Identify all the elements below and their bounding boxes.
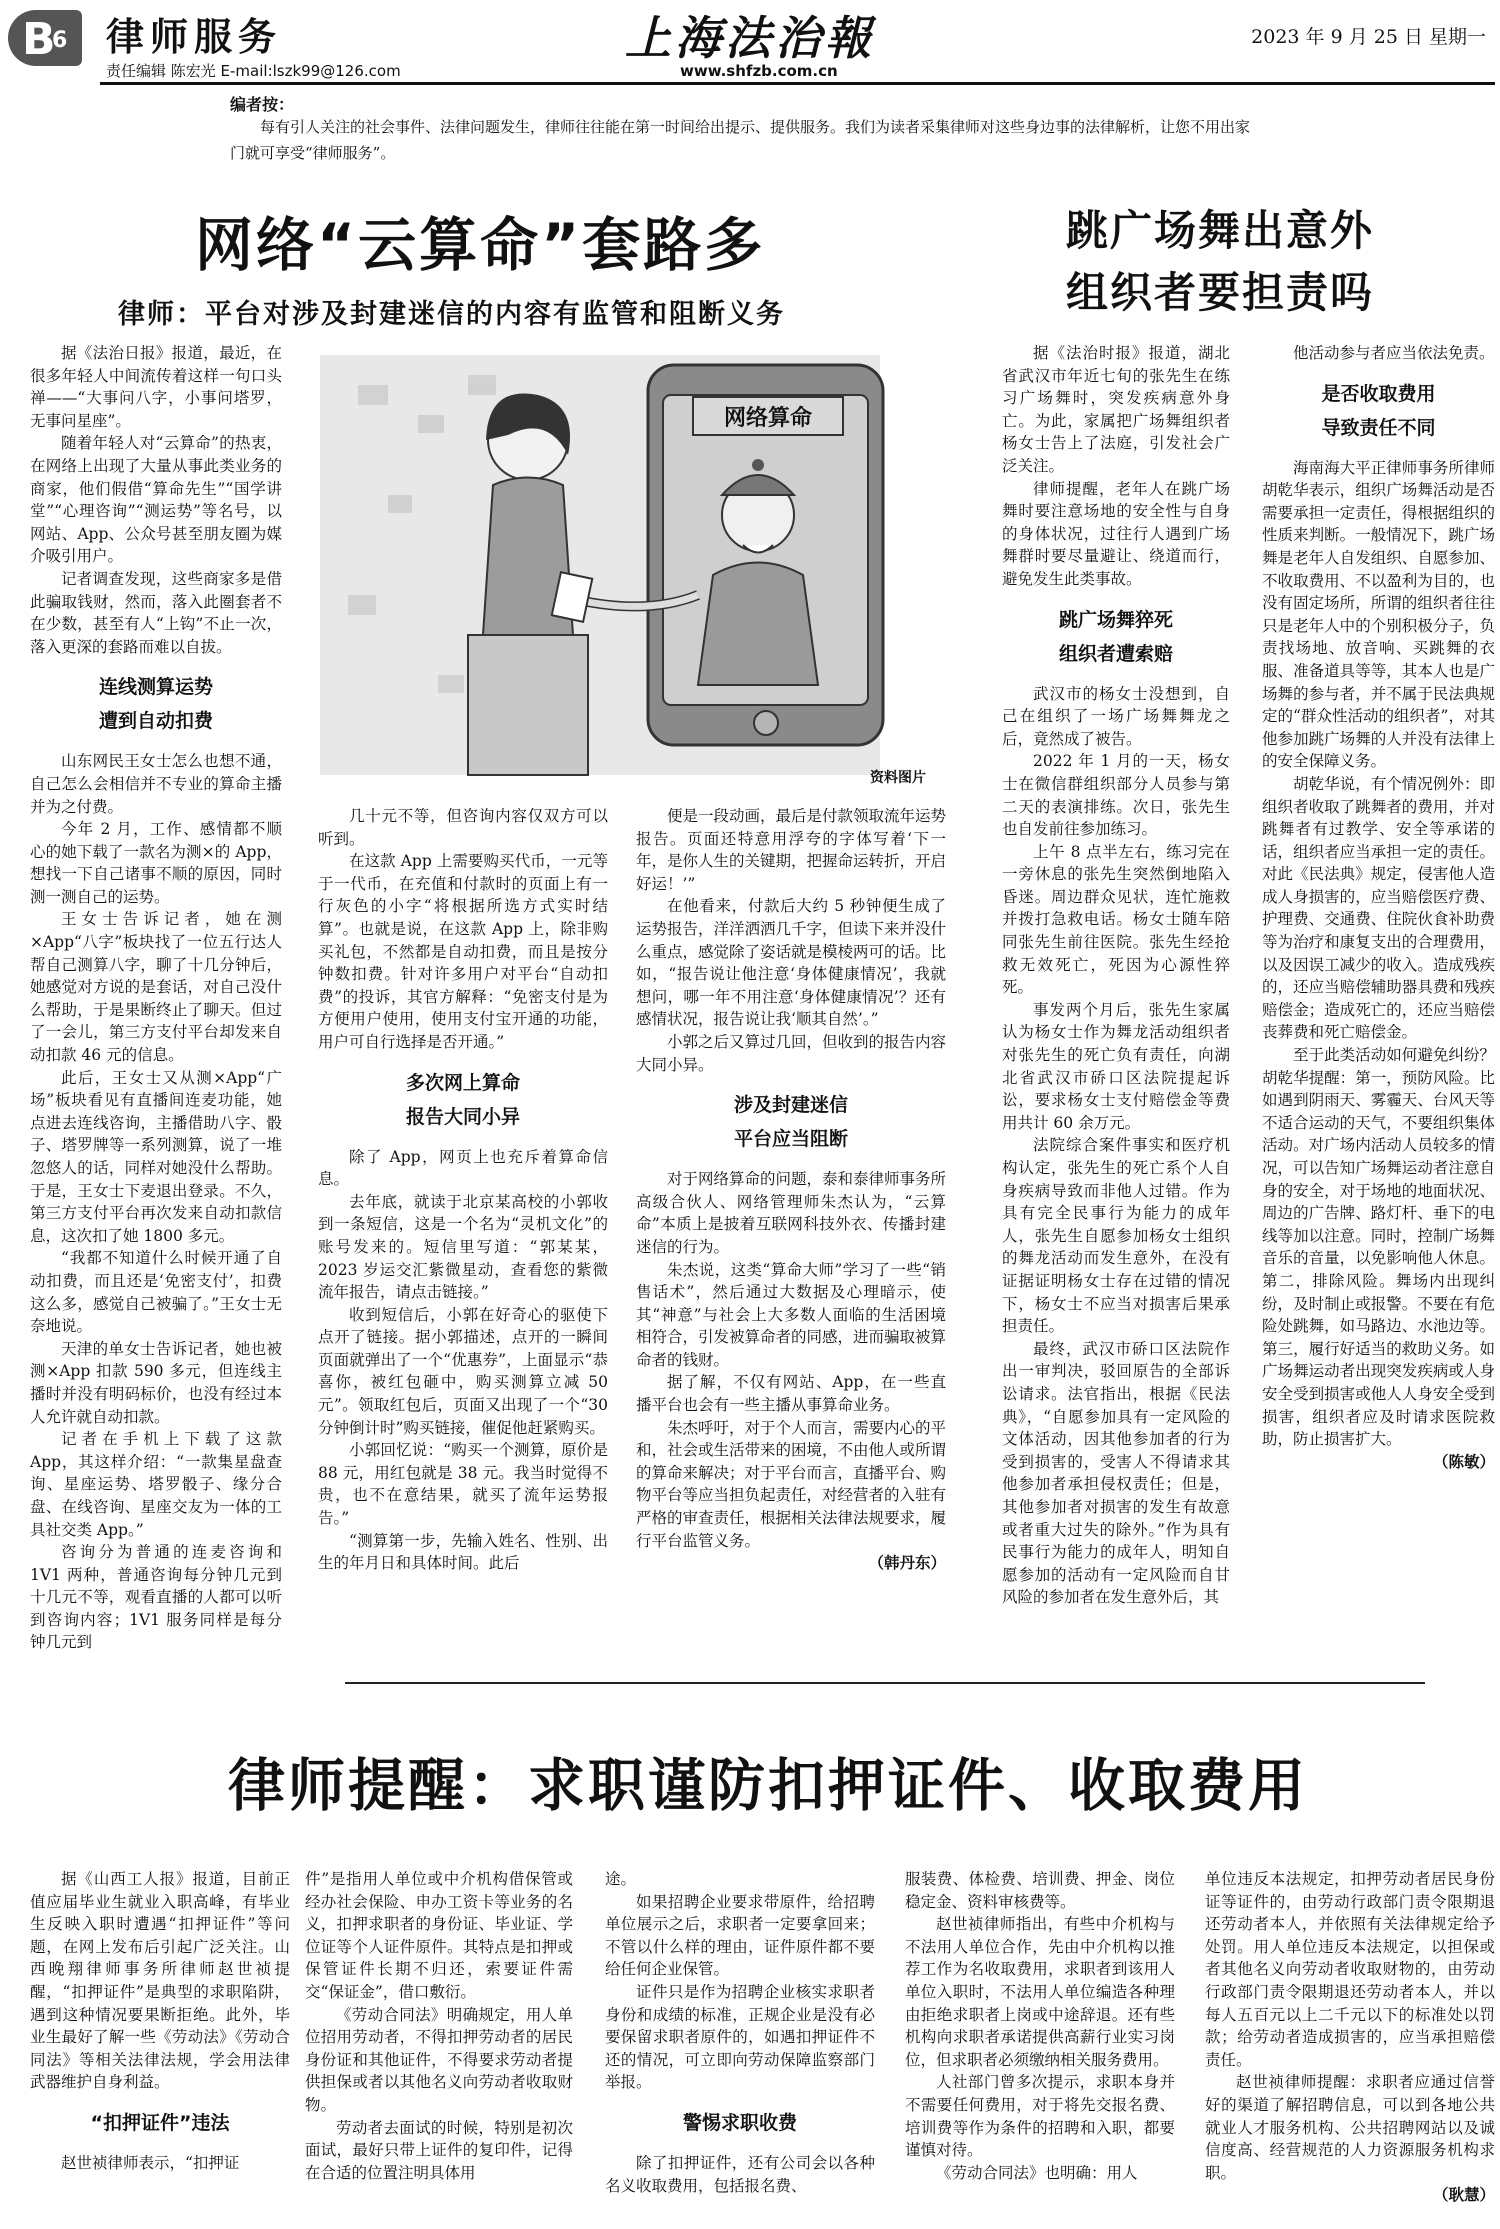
figure-sign-text: 网络算命 — [723, 406, 813, 431]
subhead-line-2: 导致责任不同 — [1321, 416, 1436, 439]
article3-subhead: “扣押证件”违法 — [90, 2111, 230, 2134]
article1-column-2 — [318, 805, 608, 1655]
article1-column-3 — [636, 805, 946, 1655]
article3-paragraph: 途。 — [605, 1870, 637, 1888]
article3-paragraph: 单位违反本法规定，扣押劳动者居民身份证等证件的，由劳动行政部门责令限期退还劳动者本人，并依照有关法律规定给予处罚。用人单位违反本法规定，以担保或者其他名义向劳动者收取财物的，由劳动行政部门责令限期退还劳动者本人，并以每人五百元以上二千元以下的标准处以罚款；给劳动者造成损害的，应当承担赔偿责任。 — [1205, 1870, 1495, 2069]
article2-paragraph: 据《法治时报》报道，湖北省武汉市年近七旬的张先生在练习广场舞时，突发疾病意外身亡。为此，家属把广场舞组织者杨女士告上了法庭，引发社会广泛关注。 — [1002, 344, 1230, 475]
article2-subhead — [1002, 603, 1230, 671]
article2-paragraph: 2022 年 1 月的一天，杨女士在微信群组织部分人员参与第二天的表演排练。次日，张先生也自发前往参加练习。 — [1002, 752, 1230, 839]
figure-caption: 资料图片 — [870, 770, 926, 786]
article3-paragraph: 据《山西工人报》报道，目前正值应届毕业生就业入职高峰，有毕业生反映入职时遭遇“扣押证件”等问题，在网上发布后引起广泛关注。山西晚翔律师事务所律师赵世祯提醒，“扣押证件”是典型的求职陷阱，遇到这种情况要果断拒绝。此外，毕业生最好了解一些《劳动法》《劳动合同法》等相关法律法规，学会用法律武器维护自身利益。 — [30, 1870, 290, 2092]
article1-paragraph: 朱杰说，这类“算命大师”学习了一些“销售话术”，然后通过大数据及心理暗示，使其“神意”与社会上大多数人面临的生活困境相符合，引发被算命者的同感，进而骗取被算命者的钱财。 — [636, 1260, 946, 1369]
article1-subhead — [636, 1088, 946, 1156]
article1-paragraph: 对于网络算命的问题，泰和泰律师事务所高级合伙人、网络管理师朱杰认为，“云算命”本质上是披着互联网科技外衣、传播封建迷信的行为。 — [636, 1170, 946, 1256]
section-title: 律师服务 — [106, 15, 283, 59]
article2-paragraph: 最终，武汉市硚口区法院作出一审判决，驳回原告的全部诉讼请求。法官指出，根据《民法典》，“自愿参加具有一定风险的文体活动，因其他参加者的行为受到损害的，受害人不得请求其他参加者承担侵权责任；但是，其他参加者对损害的发生有故意或者重大过失的除外。”作为具有民事行为能力的成年人，明知自愿参加的活动有一定风险而自甘风险的参加者在发生意外后，其 — [1002, 1339, 1230, 1607]
article1-paragraph: 据《法治日报》报道，最近，在很多年轻人中间流传着这样一句口头禅——“大事问八字，小事问塔罗，无事问星座”。 — [30, 344, 282, 430]
article1-paragraph: “测算第一步，先输入姓名、性别、出生的年月日和具体时间。此后 — [318, 1531, 608, 1573]
article1-paragraph: 山东网民王女士怎么也想不通，自己怎么会相信并不专业的算命主播并为之付费。 — [30, 752, 282, 816]
issue-date: 2023 年 9 月 25 日 星期一 — [1251, 26, 1486, 48]
article3-paragraph: 劳动者去面试的时候，特别是初次面试，最好只带上证件的复印件，记得在合适的位置注明具体用 — [305, 2118, 573, 2182]
page-letter: B — [22, 14, 56, 65]
byline: （韩丹东） — [868, 1553, 946, 1573]
article1-deck: 律师：平台对涉及封建迷信的内容有监管和阻断义务 — [118, 299, 785, 330]
article1-paragraph: 王女士告诉记者，她在测×App“八字”板块找了一位五行达人帮自己测算八字，聊了十几分钟后，她感觉对方说的是套话，对自己没什么帮助，于是果断终止了聊天。但过了一会儿，第三方支付平台却发来自动扣款 46 元的信息。 — [30, 910, 282, 1065]
article1-subhead — [318, 1066, 608, 1134]
article1-paragraph: 据了解，不仅有网站、App，在一些直播平台也会有一些主播从事算命业务。 — [636, 1373, 946, 1415]
byline: （耿慧） — [1432, 2185, 1495, 2205]
article2-column-2 — [1262, 342, 1495, 1652]
page-number: 6 — [52, 28, 68, 53]
article1-paragraph: 天津的单女士告诉记者，她也被测×App 扣款 590 多元，但连线主播时并没有明码标价，也没有经过本人允许就自动扣款。 — [30, 1339, 282, 1426]
page-badge — [8, 10, 82, 66]
editor-line: 责任编辑 陈宏光 E-mail:lszk99@126.com — [106, 62, 401, 80]
article3-paragraph: 证件只是作为招聘企业核实求职者身份和成绩的标准，正规企业是没有必要保留求职者原件的，如遇扣押证件不还的情况，可立即向劳动保障监察部门举报。 — [605, 1982, 875, 2092]
article1-paragraph: 去年底，就读于北京某高校的小郭收到一条短信，这是一个名为“灵机文化”的账号发来的。短信里写道：“郭某某，2023 岁运交汇紫微星动，查看您的紫微流年报告，请点击链接。” — [318, 1192, 608, 1302]
article1-paragraph: 此后，王女士又从测×App“广场”板块看见有直播间连麦功能，她点进去连线咨询，主播借助八字、骰子、塔罗牌等一系列测算，说了一堆忽悠人的话，同样对她没什么帮助。于是，王女士下麦退出登录。不久，第三方支付平台再次发来自动扣款信息，这次扣了她 1800 多元。 — [30, 1068, 282, 1245]
article3-paragraph: 人社部门曾多次提示，求职本身并不需要任何费用，对于将先交报名费、培训费等作为条件的招聘和入职，都要谨慎对待。 — [905, 2073, 1175, 2160]
article1-paragraph: 小郭之后又算过几回，但收到的报告内容大同小异。 — [636, 1032, 946, 1074]
page-header — [0, 0, 1500, 86]
article1-paragraph: 几十元不等，但咨询内容仅双方可以听到。 — [318, 807, 608, 848]
article3-column-4 — [905, 1868, 1175, 2223]
article1-paragraph: 记者在手机上下载了这款 App，其这样介绍：“一款集星盘查询、星座运势、塔罗骰子、缘分合盘、在线咨询、星座交友为一体的工具社交类 App。” — [30, 1430, 282, 1539]
article2-paragraph: 他活动参与者应当依法免责。 — [1293, 344, 1495, 362]
article1-paragraph: 收到短信后，小郭在好奇心的驱使下点开了链接。据小郭描述，点开的一瞬间页面就弹出了一个“优惠券”，上面显示“恭喜你，被红包砸中，购买测算立减 50 元”。领取红包后，页面又出现了一个“30 分钟倒计时”购买链接，催促他赶紧购买。 — [318, 1305, 608, 1437]
article3-paragraph: 件”是指用人单位或中介机构借保管或经办社会保险、申办工资卡等业务的名义，扣押求职者的身份证、毕业证、学位证等个人证件原件。其特点是扣押或保管证件长期不归还，索要证件需交“保证金”，借口敷衍。 — [305, 1870, 573, 2001]
subhead-line-1: 涉及封建迷信 — [733, 1094, 848, 1117]
article3-subhead: 警惕求职收费 — [682, 2111, 797, 2134]
article1-paragraph: 朱杰呼吁，对于个人而言，需要内心的平和，社会或生活带来的困境，不由他人或所谓的算命来解决；对于平台而言，直播平台、购物平台等应当担负起责任，对经营者的入驻有严格的审查责任，根据相关法律法规要求，履行平台监管义务。 — [636, 1418, 946, 1550]
article2-paragraph: 事发两个月后，张先生家属认为杨女士作为舞龙活动组织者对张先生的死亡负有责任，向湖北省武汉市硚口区法院提起诉讼，要求杨女士支付赔偿金等费用共计 60 余万元。 — [1002, 1000, 1230, 1132]
subhead-line-1: 连线测算运势 — [98, 676, 213, 699]
article3-paragraph: 服装费、体检费、培训费、押金、岗位稳定金、资料审核费等。 — [905, 1870, 1175, 1911]
fortune-telling-cartoon — [318, 345, 943, 785]
article2-paragraph: 海南海大平正律师事务所律师胡乾华表示，组织广场舞活动是否需要承担一定责任，得根据组织的性质来判断。一般情况下，跳广场舞是老年人自发组织、自愿参加、不收取费用、不以盈利为目的，也没有固定场所，所谓的组织者往往只是老年人中的个别积极分子，负责找场地、放音响、买跳舞的衣服、准备道具等等，其本人也是广场舞的参与者，并不属于民法典规定的“群众性活动的组织者”，对其他参加跳广场舞的人并没有法律上的安全保障义务。 — [1262, 458, 1495, 771]
subhead-line-1: 跳广场舞猝死 — [1058, 608, 1173, 631]
article1-paragraph: 小郭回忆说：“购买一个测算，原价是 88 元，用红包就是 38 元。我当时觉得不贵，也不在意结果，就买了流年运势报告。” — [318, 1441, 608, 1528]
article3-paragraph: 《劳动合同法》也明确：用人 — [936, 2163, 1138, 2182]
article1-paragraph: “我都不知道什么时候开通了自动扣费，而且还是‘免密支付’，扣费这么多，感觉自己被骗了。”王女士无奈地说。 — [30, 1249, 282, 1336]
article1-paragraph: 随着年轻人对“云算命”的热衷，在网络上出现了大量从事此类业务的商家，他们假借“算命先生”“国学讲堂”“心理咨询”“测运势”等名号，以网站、App、公众号甚至朋友圈为媒介吸引用户。 — [30, 434, 282, 566]
article2-column-1 — [1002, 342, 1230, 1652]
subhead-line-2: 组织者遭索赔 — [1058, 642, 1173, 665]
subhead-line-2: 遭到自动扣费 — [98, 710, 213, 733]
article1-title: 网络“云算命”套路多 — [195, 211, 766, 279]
subhead-line-2: 报告大同小异 — [405, 1105, 520, 1128]
article3-paragraph: 赵世祯律师提醒：求职者应通过信誉好的渠道了解招聘信息，可以到各地公共就业人才服务机构、公共招聘网站以及诚信度高、经营规范的人力资源服务机构求职。 — [1205, 2073, 1495, 2182]
masthead-logo: 上海法治報 — [625, 11, 875, 65]
subhead-line-2: 平台应当阻断 — [733, 1128, 848, 1151]
article1-paragraph: 在这款 App 上需要购买代币，一元等于一代币，在充值和付款时的页面上有一行灰色的小字“将根据所选方式实时结算”。也就是说，在这款 App 上，除非购买礼包，不然都是自动扣费，而且是按分钟数扣费。针对许多用户对平台“自动扣费”的投诉，其官方解释：“免密支付是为方便用户使用，使用支付宝开通的功能，用户可自行选择是否开通。” — [318, 852, 608, 1051]
article1-paragraph: 便是一段动画，最后是付款领取流年运势报告。页面还特意用浮夸的字体写着‘下一年，是你人生的关键期，把握命运转折，开启好运！’” — [636, 807, 946, 893]
article2-title-line-2: 组织者要担责吗 — [1065, 268, 1374, 317]
article1-paragraph: 咨询分为普通的连麦咨询和 1V1 两种，普通咨询每分钟几元到十几元不等，观看直播的人都可以听到咨询内容；1V1 服务同样是每分钟几元到 — [30, 1543, 282, 1652]
article2-paragraph: 武汉市的杨女士没想到，自己在组织了一场广场舞舞龙之后，竟然成了被告。 — [1002, 684, 1230, 748]
article3-column-3 — [605, 1868, 875, 2223]
article3-title: 律师提醒：求职谨防扣押证件、收取费用 — [228, 1753, 1308, 1819]
subhead-line-1: 多次网上算命 — [405, 1071, 520, 1094]
section-divider — [345, 1682, 1425, 1684]
article2-paragraph: 律师提醒，老年人在跳广场舞时要注意场地的安全性与自身的身体状况，过往行人遇到广场舞群时要尽量避让、绕道而行，避免发生此类事故。 — [1002, 479, 1230, 588]
article3-paragraph: 如果招聘企业要求带原件，给招聘单位展示之后，求职者一定要拿回来；不管以什么样的理由，证件原件都不要给任何企业保管。 — [605, 1892, 875, 1979]
site-url: www.shfzb.com.cn — [680, 62, 838, 80]
article2-title — [1005, 200, 1435, 324]
byline: （陈敏） — [1432, 1451, 1495, 1471]
article2-paragraph: 法院综合案件事实和医疗机构认定，张先生的死亡系个人自身疾病导致而非他人过错。作为具有完全民事行为能力的成年人，张先生自愿参加杨女士组织的舞龙活动而发生意外，在没有证据证明杨女士存在过错的情况下，杨女士不应当对损害后果承担责任。 — [1002, 1136, 1230, 1336]
article1-paragraph: 除了 App，网页上也充斥着算命信息。 — [318, 1147, 608, 1189]
article2-paragraph: 上午 8 点半左右，练习完在一旁休息的张先生突然倒地陷入昏迷。周边群众见状，连忙施救并拨打急救电话。杨女士随车陪同张先生前往医院。张先生经抢救无效死亡，死因为心源性猝死。 — [1002, 842, 1230, 997]
article3-column-2 — [305, 1868, 573, 2223]
article3-paragraph: 赵世祯律师指出，有些中介机构与不法用人单位合作，先由中介机构以推荐工作为名收取费用，求职者到该用人单位入职时，不法用人单位编造各种理由拒绝求职者上岗或中途辞退。还有些机构向求职者承诺提供高薪行业实习岗位，但求职者必须缴纳相关服务费用。 — [905, 1915, 1175, 2069]
article1-paragraph: 今年 2 月，工作、感情都不顺心的她下载了一款名为测×的 App，想找一下自己诸事不顺的原因，同时测一测自己的运势。 — [30, 820, 282, 906]
article2-paragraph: 至于此类活动如何避免纠纷？胡乾华提醒：第一，预防风险。比如遇到阴雨天、雾霾天、台风天等不适合运动的天气，不要组织集体活动。对广场内活动人员较多的情况，可以告知广场舞运动者注意自身的安全，对于场地的地面状况、周边的广告牌、路灯杆、垂下的电线等加以注意。同时，控制广场舞音乐的音量，以免影响他人休息。第二，排除风险。舞场内出现纠纷，及时制止或报警。不要在有危险处跳舞，如马路边、水池边等。第三，履行好适当的救助义务。如广场舞运动者出现突发疾病或人身安全受到损害或他人人身安全受到损害，组织者应及时请求医院救助，防止损害扩大。 — [1262, 1046, 1495, 1449]
header-rule — [100, 82, 1495, 85]
article1-paragraph: 在他看来，付款后大约 5 秒钟便生成了运势报告，洋洋洒洒几千字，但读下来并没什么重点，感觉除了姿话就是模棱两可的话。比如，“报告说让他注意‘身体健康情况’，我就想问，哪一年不用注意‘身体健康情况’？还有感情状况，报告说让我‘顺其自然’。” — [636, 897, 946, 1029]
article1-column-1 — [30, 342, 282, 1652]
article3-paragraph: 《劳动合同法》明确规定，用人单位招用劳动者，不得扣押劳动者的居民身份证和其他证件，不得要求劳动者提供担保或者以其他名义向劳动者收取财物。 — [305, 2005, 573, 2114]
editor-note-label: 编者按： — [230, 95, 295, 114]
article3-column-5 — [1205, 1868, 1495, 2223]
article3-paragraph: 赵世祯律师表示，“扣押证 — [61, 2153, 240, 2172]
article1-paragraph: 记者调查发现，这些商家多是借此骗取钱财，然而，落入此圈套者不在少数，甚至有人“上钩”不止一次，落入更深的套路而难以自拔。 — [30, 569, 282, 656]
article3-paragraph: 除了扣押证件，还有公司会以各种名义收取费用，包括报名费、 — [605, 2153, 875, 2195]
article2-title-line-1: 跳广场舞出意外 — [1065, 206, 1374, 255]
article2-paragraph: 胡乾华说，有个情况例外：即组织者收取了跳舞者的费用，并对跳舞者有过教学、安全等承诺的话，组织者应当承担一定的责任。对此《民法典》规定，侵害他人造成人身损害的，应当赔偿医疗费、护理费、交通费、住院伙食补助费等为治疗和康复支出的合理费用，以及因误工减少的收入。造成残疾的，还应当赔偿辅助器具费和残疾赔偿金；造成死亡的，还应当赔偿丧葬费和死亡赔偿金。 — [1262, 774, 1495, 1042]
editor-note-text: 每有引人关注的社会事件、法律问题发生，律师往往能在第一时间给出提示、提供服务。我们为读者采集律师对这些身边事的法律解析，让您不用出家门就可享受“律师服务”。 — [230, 118, 1251, 162]
article2-subhead — [1262, 377, 1495, 445]
article3-column-1 — [30, 1868, 290, 2223]
subhead-line-1: 是否收取费用 — [1321, 382, 1436, 405]
article1-subhead — [30, 670, 282, 738]
